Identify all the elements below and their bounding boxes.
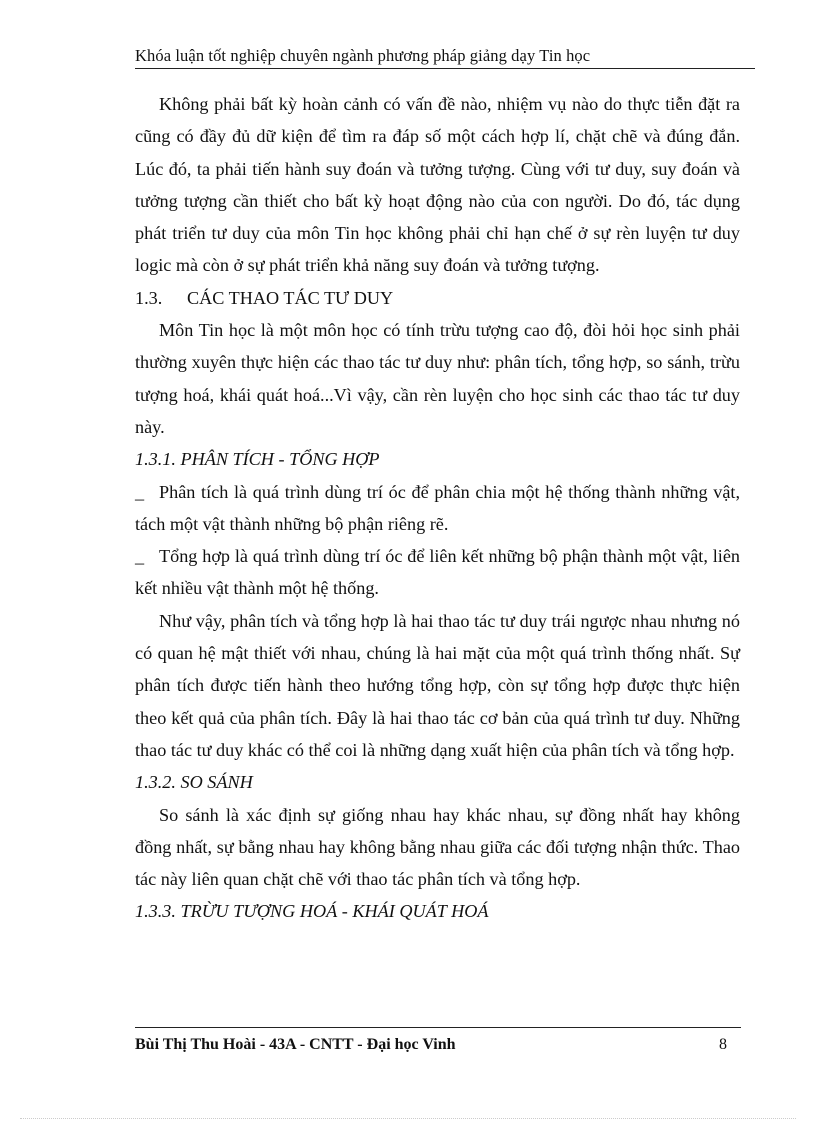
page-header: Khóa luận tốt nghiệp chuyên ngành phương pháp giảng dạy Tin học bbox=[135, 46, 591, 65]
bullet-mark: _ bbox=[135, 481, 145, 502]
bullet-synthesis-text: Tổng hợp là quá trình dùng trí óc để liên kết những bộ phận thành một vật, liên kết nhiều vật thành một hệ thống. bbox=[135, 546, 740, 599]
header-divider bbox=[135, 68, 755, 69]
page-content bbox=[135, 88, 740, 928]
bullet-analysis-text: Phân tích là quá trình dùng trí óc để phân chia một hệ thống thành những vật, tách một vật thành những bộ phận riêng rẽ. bbox=[135, 481, 740, 534]
paragraph-imagination: Không phải bất kỳ hoàn cảnh có vấn đề nào, nhiệm vụ nào do thực tiễn đặt ra cũng có đầy đủ dữ kiện để tìm ra đáp số một cách hợp lí, chặt chẽ và đúng đắn. Lúc đó, ta phải tiến hành suy đoán và tưởng tượng. Cùng với tư duy, suy đoán và tưởng tượng cần thiết cho bất kỳ hoạt động nào của con người. Do đó, tác dụng phát triển tư duy của môn Tin học không phải chỉ hạn chế ở sự rèn luyện tư duy logic mà còn ở sự phát triển khả năng suy đoán và tưởng tượng. bbox=[135, 94, 740, 276]
paragraph-thinking-operations: Môn Tin học là một môn học có tính trừu tượng cao độ, đòi hỏi học sinh phải thường xuyên thực hiện các thao tác tư duy như: phân tích, tổng hợp, so sánh, trừu tượng hoá, khái quát hoá...Vì vậy, cần rèn luyện cho học sinh các thao tác tư duy này. bbox=[135, 320, 740, 437]
footer-author: Bùi Thị Thu Hoài - 43A - CNTT - Đại học Vinh bbox=[135, 1036, 456, 1053]
footer-divider bbox=[135, 1027, 741, 1028]
subsection-comparison: 1.3.2. SO SÁNH bbox=[135, 772, 253, 793]
paragraph-comparison: So sánh là xác định sự giống nhau hay khác nhau, sự đồng nhất hay không đồng nhất, sự bằng nhau hay không bằng nhau giữa các đối tượng nhận thức. Thao tác này liên quan chặt chẽ với thao tác phân tích và tổng hợp. bbox=[135, 804, 740, 890]
bullet-synthesis bbox=[135, 540, 740, 605]
section-heading bbox=[135, 282, 740, 314]
subsection-analysis-synthesis: 1.3.1. PHÂN TÍCH - TỔNG HỢP bbox=[135, 449, 380, 470]
paragraph-analysis-synthesis: Như vậy, phân tích và tổng hợp là hai thao tác tư duy trái ngược nhau nhưng nó có quan hệ mật thiết với nhau, chúng là hai mặt của một quá trình thống nhất. Sự phân tích được tiến hành theo hướng tổng hợp, còn sự tổng hợp được thực hiện theo kết quả của phân tích. Đây là hai thao tác cơ bản của quá trình tư duy. Những thao tác tư duy khác có thể coi là những dạng xuất hiện của phân tích và tổng hợp. bbox=[135, 610, 740, 760]
bullet-mark: _ bbox=[135, 546, 145, 567]
section-number: 1.3. bbox=[135, 287, 163, 308]
subsection-abstraction: 1.3.3. TRỪU TƯỢNG HOÁ - KHÁI QUÁT HOÁ bbox=[135, 901, 489, 922]
page-bottom-dotted-line bbox=[20, 1118, 796, 1119]
section-title: CÁC THAO TÁC TƯ DUY bbox=[187, 287, 394, 308]
page-number: 8 bbox=[719, 1036, 727, 1053]
bullet-analysis bbox=[135, 476, 740, 541]
